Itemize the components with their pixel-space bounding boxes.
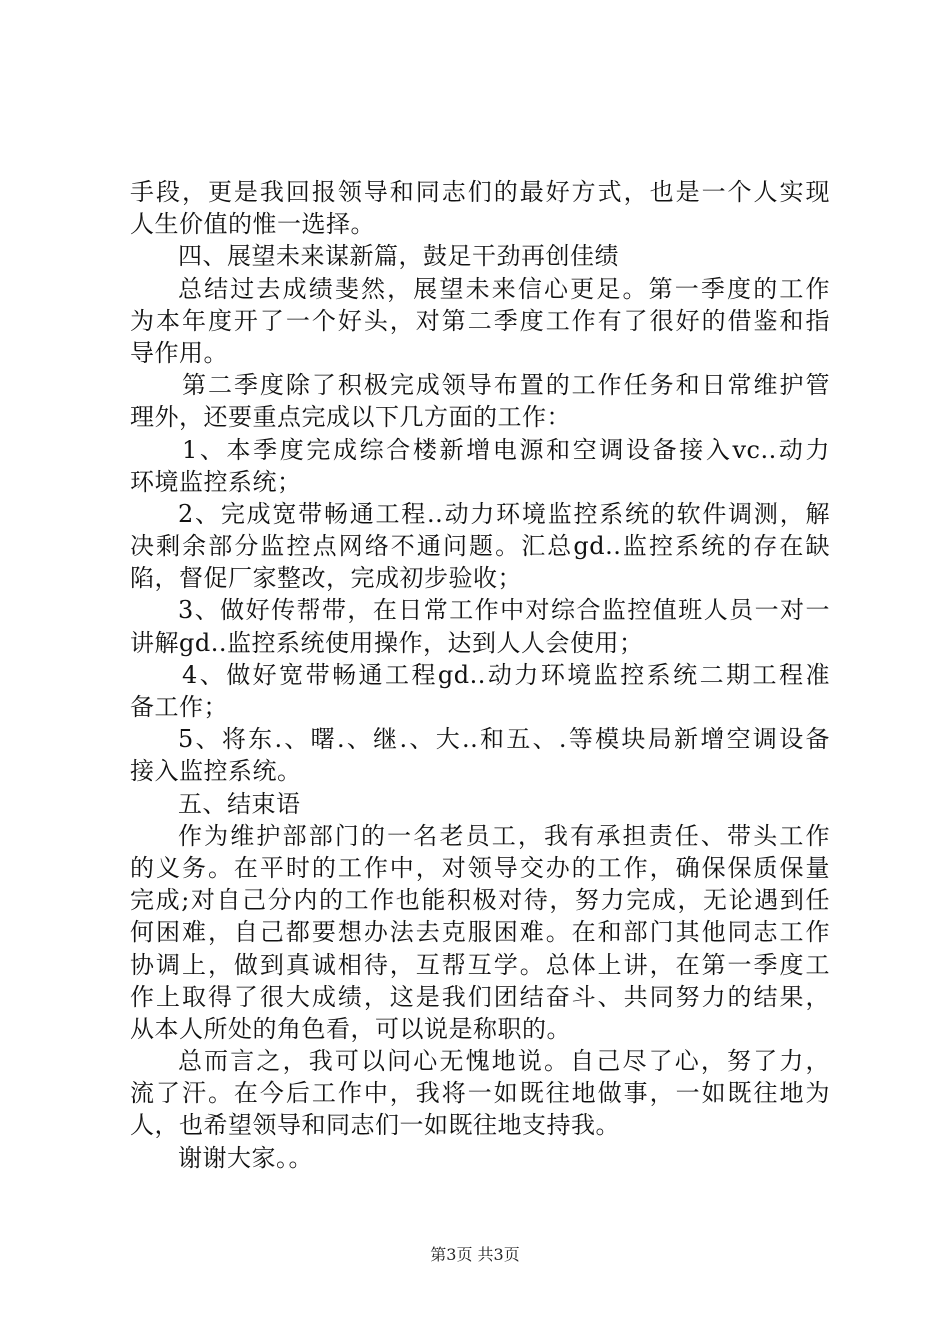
text-line: 总结过去成绩斐然，展望未来信心更足。第一季度的工作 bbox=[178, 274, 830, 303]
text-line: 人生价值的惟一选择。 bbox=[130, 210, 375, 239]
text-line: 协调上，做到真诚相待，互帮互学。总体上讲，在第一季度工 bbox=[130, 950, 830, 979]
text-line: 完成;对自己分内的工作也能积极对待，努力完成，无论遇到任 bbox=[130, 886, 830, 915]
text-line: 的义务。在平时的工作中，对领导交办的工作，确保保质保量 bbox=[130, 853, 830, 882]
text-line: 陷，督促厂家整改，完成初步验收； bbox=[130, 564, 522, 593]
text-line: 导作用。 bbox=[130, 338, 228, 367]
text-line: 理外，还要重点完成以下几方面的工作： bbox=[130, 403, 571, 432]
text-line: 作上取得了很大成绩，这是我们团结奋斗、共同努力的结果， bbox=[130, 982, 830, 1011]
text-line: 作为维护部部门的一名老员工，我有承担责任、带头工作 bbox=[178, 821, 830, 850]
text-line: 4、做好宽带畅通工程gd..动力环境监控系统二期工程准 bbox=[182, 660, 830, 689]
text-line: 讲解gd..监控系统使用操作，达到人人会使用； bbox=[130, 628, 644, 657]
text-line: 第二季度除了积极完成领导布置的工作任务和日常维护管 bbox=[182, 371, 830, 400]
text-line: 总而言之，我可以问心无愧地说。自己尽了心，努了力， bbox=[178, 1047, 830, 1076]
text-line: 3、做好传帮带，在日常工作中对综合监控值班人员一对一 bbox=[178, 596, 830, 625]
text-line: 四、展望未来谋新篇，鼓足干劲再创佳绩 bbox=[178, 242, 619, 271]
text-line: 流了汗。在今后工作中，我将一如既往地做事，一如既往地为 bbox=[130, 1079, 830, 1108]
text-line: 人，也希望领导和同志们一如既往地支持我。 bbox=[130, 1111, 620, 1140]
text-line: 五、结束语 bbox=[178, 789, 301, 818]
text-line: 从本人所处的角色看，可以说是称职的。 bbox=[130, 1014, 571, 1043]
text-line: 为本年度开了一个好头，对第二季度工作有了很好的借鉴和指 bbox=[130, 306, 830, 335]
text-line: 1、本季度完成综合楼新增电源和空调设备接入vc..动力 bbox=[182, 435, 830, 464]
text-line: 手段，更是我回报领导和同志们的最好方式，也是一个人实现 bbox=[130, 178, 830, 206]
text-line: 2、完成宽带畅通工程..动力环境监控系统的软件调测，解 bbox=[178, 499, 830, 528]
document-body bbox=[130, 176, 830, 1174]
text-line: 备工作； bbox=[130, 693, 228, 721]
text-line: 谢谢大家。。 bbox=[178, 1143, 313, 1172]
text-line: 决剩余部分监控点网络不通问题。汇总gd..监控系统的存在缺 bbox=[130, 532, 830, 561]
text-line: 环境监控系统； bbox=[130, 467, 302, 496]
page-footer: 第3页 共3页 bbox=[430, 1245, 520, 1264]
text-line: 接入监控系统。 bbox=[130, 757, 302, 786]
text-line: 5、将东.、曙.、继.、大..和五、.等模块局新增空调设备 bbox=[178, 725, 830, 754]
text-line: 何困难，自己都要想办法去克服困难。在和部门其他同志工作 bbox=[130, 918, 830, 947]
